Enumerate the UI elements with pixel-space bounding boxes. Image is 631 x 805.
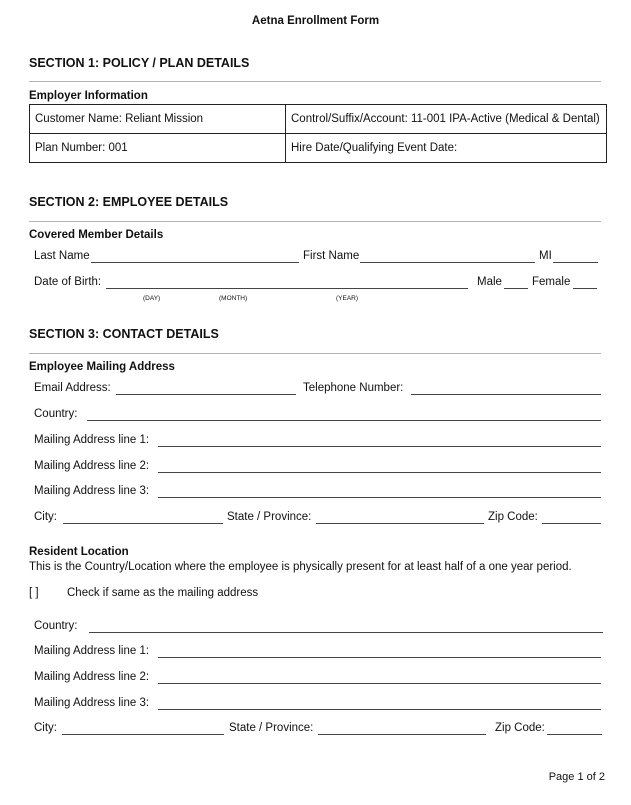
resident-country-label: Country: <box>34 620 78 632</box>
male-field[interactable] <box>504 288 528 289</box>
section2-divider <box>29 221 601 222</box>
city-label: City: <box>34 511 57 523</box>
first-name-field[interactable] <box>360 262 535 263</box>
section1-heading: SECTION 1: POLICY / PLAN DETAILS <box>29 56 250 70</box>
resident-line1-label: Mailing Address line 1: <box>34 645 150 657</box>
resident-country-field[interactable] <box>89 632 603 633</box>
male-label: Male <box>477 276 502 288</box>
control-account-cell: Control/Suffix/Account: 11-001 IPA-Active (Medical & Dental) <box>286 105 607 134</box>
resident-city-label: City: <box>34 722 57 734</box>
mi-label: MI <box>539 250 552 262</box>
section2-heading: SECTION 2: EMPLOYEE DETAILS <box>29 195 229 209</box>
resident-location-heading: Resident Location <box>29 546 129 558</box>
dob-field[interactable] <box>106 288 468 289</box>
country-label: Country: <box>34 408 78 420</box>
dob-label: Date of Birth: <box>34 276 102 288</box>
telephone-field[interactable] <box>411 394 601 395</box>
resident-line1-field[interactable] <box>158 657 601 658</box>
female-label: Female <box>532 276 571 288</box>
first-name-label: First Name <box>303 250 360 262</box>
employer-info-table <box>29 104 607 163</box>
mailing-line3-field[interactable] <box>158 497 601 498</box>
table-row <box>30 105 607 134</box>
email-field[interactable] <box>116 394 296 395</box>
zip-field[interactable] <box>542 523 601 524</box>
state-field[interactable] <box>316 523 484 524</box>
mailing-line2-label: Mailing Address line 2: <box>34 460 150 472</box>
last-name-label: Last Name <box>34 250 90 262</box>
plan-number-cell: Plan Number: 001 <box>30 134 286 163</box>
year-hint: (YEAR) <box>336 295 359 302</box>
month-hint: (MONTH) <box>219 295 248 302</box>
resident-line2-field[interactable] <box>158 683 601 684</box>
section3-divider <box>29 353 601 354</box>
same-address-label: Check if same as the mailing address <box>67 587 259 599</box>
covered-member-heading: Covered Member Details <box>29 229 164 241</box>
resident-city-field[interactable] <box>62 734 224 735</box>
mailing-line2-field[interactable] <box>158 472 601 473</box>
hire-date-cell[interactable]: Hire Date/Qualifying Event Date: <box>286 134 607 163</box>
resident-zip-field[interactable] <box>547 734 602 735</box>
mailing-line3-label: Mailing Address line 3: <box>34 485 150 497</box>
resident-line2-label: Mailing Address line 2: <box>34 671 150 683</box>
female-field[interactable] <box>573 288 597 289</box>
mailing-address-heading: Employee Mailing Address <box>29 361 175 373</box>
mailing-line1-field[interactable] <box>158 446 601 447</box>
form-title: Aetna Enrollment Form <box>251 15 380 27</box>
employer-information-heading: Employer Information <box>29 90 148 102</box>
city-field[interactable] <box>63 523 223 524</box>
resident-line3-label: Mailing Address line 3: <box>34 697 150 709</box>
same-address-checkbox[interactable]: [ ] <box>29 587 39 599</box>
last-name-field[interactable] <box>91 262 299 263</box>
day-hint: (DAY) <box>143 295 161 302</box>
country-field[interactable] <box>87 420 601 421</box>
page-number: Page 1 of 2 <box>548 771 605 783</box>
resident-state-field[interactable] <box>318 734 486 735</box>
zip-label: Zip Code: <box>488 511 538 523</box>
table-row <box>30 134 607 163</box>
section1-divider <box>29 81 601 82</box>
section3-heading: SECTION 3: CONTACT DETAILS <box>29 327 219 341</box>
resident-line3-field[interactable] <box>158 709 601 710</box>
resident-zip-label: Zip Code: <box>495 722 545 734</box>
mailing-line1-label: Mailing Address line 1: <box>34 434 150 446</box>
resident-state-label: State / Province: <box>229 722 314 734</box>
email-label: Email Address: <box>34 382 111 394</box>
mi-field[interactable] <box>553 262 598 263</box>
resident-description: This is the Country/Location where the employee is physically present for at least half of a one year period. <box>29 561 572 573</box>
telephone-label: Telephone Number: <box>303 382 404 394</box>
customer-name-cell: Customer Name: Reliant Mission <box>30 105 286 134</box>
state-label: State / Province: <box>227 511 312 523</box>
